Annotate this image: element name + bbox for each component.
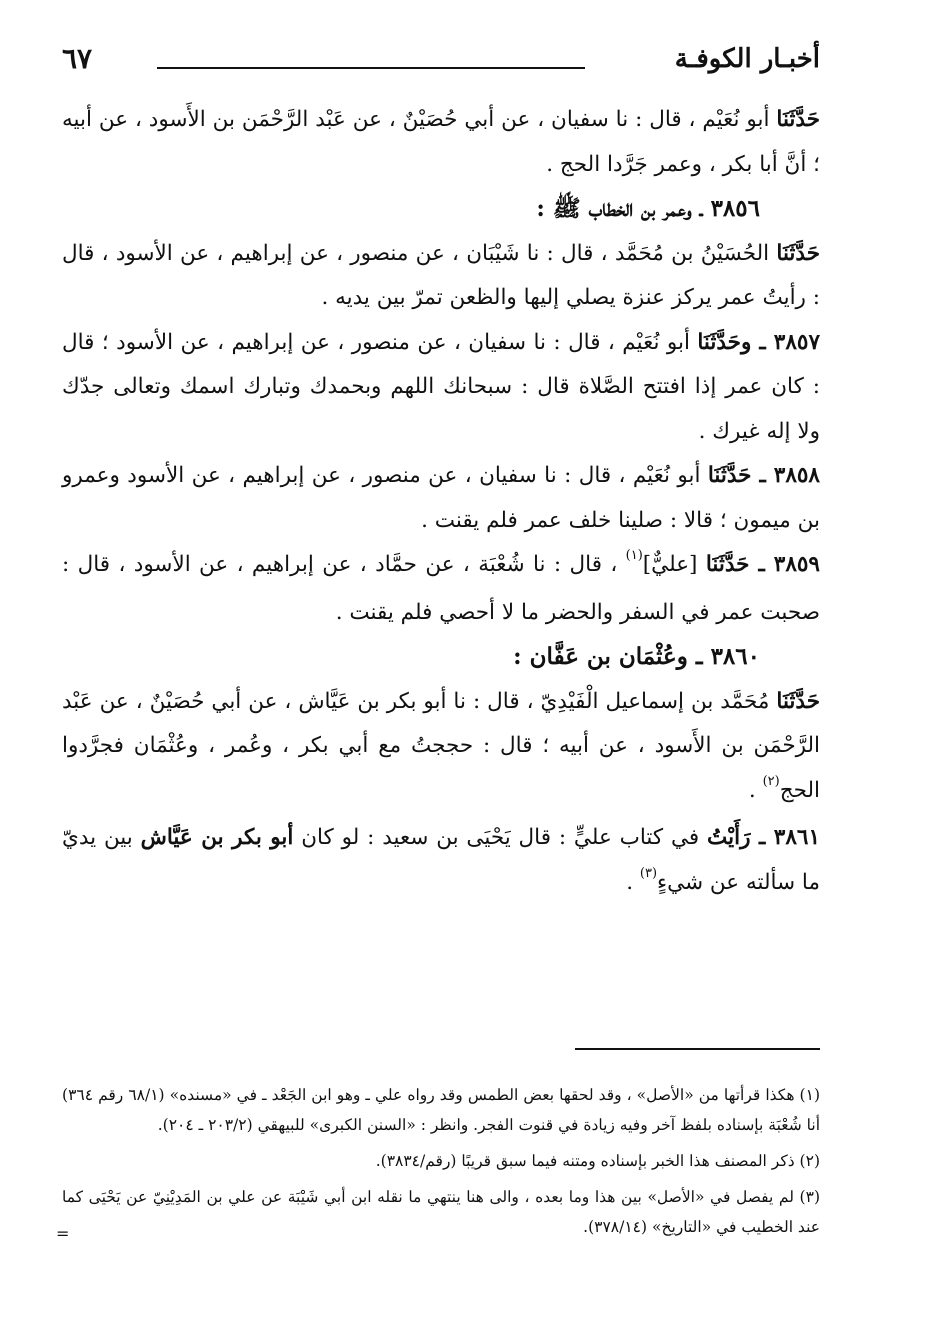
hadith-3857 bbox=[62, 321, 820, 455]
page-header bbox=[62, 40, 820, 88]
paragraph-text: ، قال : نا شُعْبَة ، عن حمَّاد ، عن إبراهيم ، عن الأسود ، قال : صحبت عمر في السفر والحضر ما لا أحصي فلم يقنت . bbox=[62, 552, 820, 625]
paragraph-text: أبو نُعَيْم ، قال : نا سفيان ، عن منصور ، عن إبراهيم ، عن الأسود وعمرو بن ميمون ؛ قالا : صلينا خلف عمر فلم يقنت . bbox=[62, 463, 820, 533]
narration-lead: رَأَيْتُ bbox=[707, 825, 751, 850]
section-heading: ٣٨٥٦ ـ وعمر بن الخطاب ﷺ : bbox=[536, 195, 760, 222]
narration-lead: حَدَّثَنَا bbox=[776, 107, 820, 132]
hadith-3858 bbox=[62, 454, 820, 543]
paragraph-end: . bbox=[748, 777, 763, 803]
hadith-number: ٣٨٥٧ ـ bbox=[751, 329, 820, 355]
narration-lead: حَدَّثَنَا bbox=[776, 240, 820, 266]
bracket-name: [عليٌّ] bbox=[642, 552, 706, 577]
hadith-3859 bbox=[62, 543, 820, 635]
paragraph-text: في كتاب عليٍّ : قال يَحْيَى بن سعيد : لو كان bbox=[293, 825, 708, 850]
paragraph-text: الحُسَيْنُ بن مُحَمَّد ، قال : نا شَيْبَان ، عن منصور ، عن إبراهيم ، عن الأسود ، قال : رأيتُ عمر يركز عنزة يصلي إليها والظعن تمرّ بين يديه . bbox=[62, 240, 820, 310]
footnote-rule bbox=[575, 1048, 820, 1050]
header-rule bbox=[157, 67, 585, 69]
footnotes bbox=[62, 1080, 820, 1248]
footnote-3: (٣) لم يفصل في «الأصل» بين هذا وما بعده ، والى هنا ينتهي ما نقله ابن أبي شَيْبَة عن علي بن المَدِيْنِيّ عن يَحْيَى كما عند الخطيب في «التاريخ» (٣٧٨/١٤). bbox=[62, 1188, 820, 1236]
footnote-2: (٢) ذكر المصنف هذا الخبر بإسناده ومتنه فيما سبق قريبًا (رقم/٣٨٣٤). bbox=[375, 1152, 820, 1170]
paragraph bbox=[62, 98, 820, 187]
paragraph-end: . bbox=[626, 869, 640, 895]
narration-lead: حَدَّثَنَا bbox=[776, 688, 820, 714]
hadith-3861 bbox=[62, 816, 820, 908]
page-number: ٦٧ bbox=[62, 42, 93, 75]
paragraph bbox=[62, 232, 820, 321]
narration-lead: حَدَّثَنَا bbox=[705, 552, 750, 577]
paragraph-text: مُحَمَّد بن إسماعيل الْفَيْدِيّ ، قال : نا أبو بكر بن عَيَّاش ، عن أبي حُصَيْنٌ ، عن عَبْد الرَّحْمَن بن الأَسود ، عن أبيه ؛ قال : حججتُ مع أبي بكر ، وعُمر ، وعُثْمَان فجرَّدوا الحج bbox=[62, 688, 820, 803]
paragraph-text: أبو نُعَيْم ، قال : نا سفيان ، عن منصور ، عن إبراهيم ، عن الأسود ؛ قال : كان عمر إذا افتتح الصَّلاة قال : سبحانك اللهم وبحمدك وتبارك اسمك وتعالى جدّك ولا إله غيرك . bbox=[62, 329, 820, 444]
paragraph bbox=[62, 680, 820, 817]
paragraph-text: أبو نُعَيْم ، قال : نا سفيان ، عن أبي حُصَيْنٌ ، عن عَبْد الرَّحْمَن بن الأَسود ، عن أبيه ؛ أنَّ أبا بكر ، وعمر جَرَّدا الحج . bbox=[62, 107, 820, 177]
continuation-mark: = bbox=[56, 1224, 70, 1243]
narration-lead: وحَدَّثَنَا bbox=[697, 329, 752, 355]
paragraph-text: بين يديّ ما سألته عن شيءٍ bbox=[62, 825, 820, 895]
hadith-number: ٣٨٥٩ ـ bbox=[749, 552, 820, 577]
footnote-ref-1[interactable]: (١) bbox=[625, 548, 643, 563]
hadith-number: ٣٨٥٨ ـ bbox=[751, 463, 820, 488]
bold-name: أبو بكر بن عَيَّاش bbox=[140, 825, 294, 850]
footnote-ref-3[interactable]: (٣) bbox=[639, 865, 658, 881]
footnote-ref-2[interactable]: (٢) bbox=[762, 773, 780, 789]
narration-lead: حَدَّثَنَا bbox=[707, 463, 752, 488]
footnote-1: (١) هكذا قرأتها من «الأصل» ، وقد لحقها بعض الطمس وقد رواه علي ـ وهو ابن الجَعْد ـ في «مسنده» (٦٨/١ رقم ٣٦٤) أنا شُعْبَة بإسناده بلفظ آخر وفيه زيادة في قنوت الفجر. وانظر : «السنن الكبرى» للبيهقي (٢٠٣/٢ ـ ٢٠٤). bbox=[62, 1086, 820, 1134]
running-title: أخبـار الكوفـة bbox=[674, 44, 820, 74]
section-heading: ٣٨٦٠ ـ وعُثْمَان بن عَفَّان : bbox=[513, 643, 760, 670]
book-page bbox=[56, 40, 820, 1300]
hadith-number: ٣٨٦١ ـ bbox=[750, 825, 820, 850]
main-text bbox=[62, 98, 820, 908]
